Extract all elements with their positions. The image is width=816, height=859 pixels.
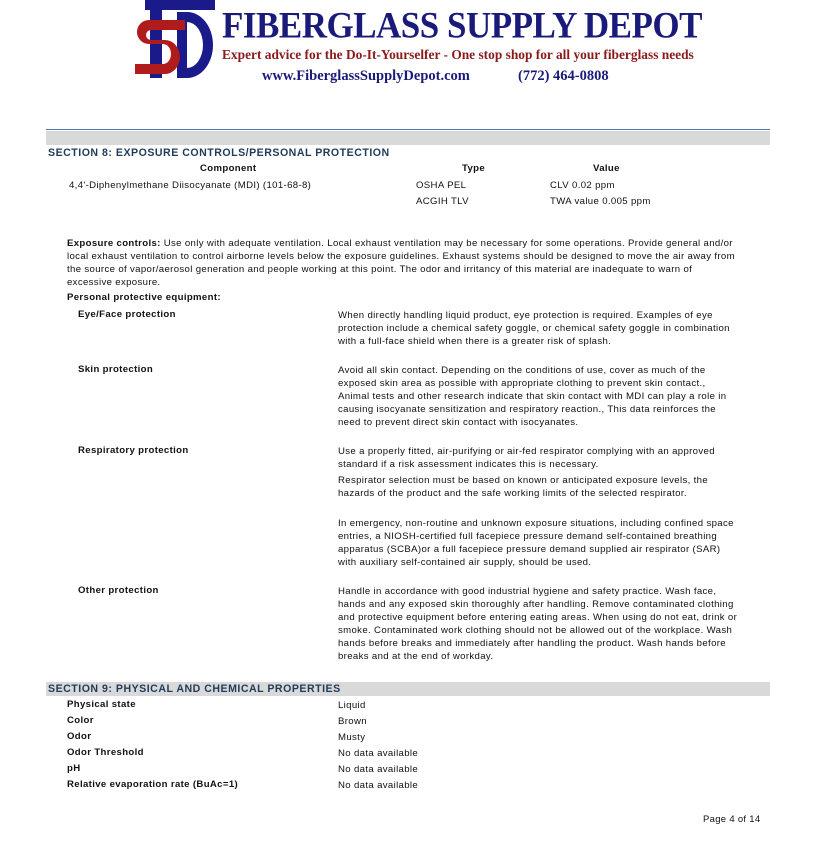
ppe-label-respiratory: Respiratory protection [78,445,189,456]
ppe-value-other: Handle in accordance with good industrial hygiene and safety practice. Wash face, hands and any exposed skin thoroughly after handling. Remove contaminated clothing and protective equipment before entering eating areas. When using do not eat, drink or smoke. Contaminated work clothing should not be allowed out of the workplace. Wash hands before breaks and immediately after handling the product. Wash hands before breaks and at the end of workday. [338,586,738,662]
table-cell-component: 4,4'-Diphenylmethane Diisocyanate (MDI) (101-68-8) [69,180,312,191]
prop-value: No data available [338,764,419,775]
website-link[interactable]: www.FiberglassSupplyDepot.com [262,68,470,84]
prop-label: Physical state [67,699,136,710]
prop-label: Odor [67,731,92,742]
prop-label: Relative evaporation rate (BuAc=1) [67,779,239,790]
col-header-value: Value [593,163,620,174]
divider [46,129,770,130]
prop-value: Musty [338,732,366,743]
prop-value: Liquid [338,700,366,711]
ppe-value-respiratory: Respirator selection must be based on known or anticipated exposure levels, the hazards of the product and the safe working limits of the selected respirator. [338,475,709,499]
ppe-value-skin: Avoid all skin contact. Depending on the conditions of use, cover as much of the exposed skin area as possible with appropriate clothing to prevent skin contact., Animal tests and other research indicate that skin contact with MDI can play a role in causing isocyanate sensitization and respiratory reaction., This data reinforces the need to prevent direct skin contact with isocyanates. [338,365,727,428]
company-logo [135,0,215,80]
col-header-type: Type [462,163,486,174]
ppe-label-other: Other protection [78,585,159,596]
table-cell-value: CLV 0.02 ppm [550,180,615,191]
tagline: Expert advice for the Do-It-Yourselfer - One stop shop for all your fiberglass needs [222,47,694,62]
prop-value: No data available [338,780,419,791]
exposure-text: Use only with adequate ventilation. Local exhaust ventilation may be necessary for some operations. Provide general and/or local exhaust ventilation to control airborne levels below the exposure guidelines. Exhaust systems should be designed to move the air away from the source of vapor/aerosol generation and people working at this point. The odor and irritancy of this material are inadequate to warn of excessive exposure. [67,238,735,288]
prop-value: No data available [338,748,419,759]
col-header-component: Component [200,163,257,174]
brand-name: FIBERGLASS SUPPLY DEPOT [222,5,702,46]
prop-label: Color [67,715,94,726]
ppe-value-respiratory: In emergency, non-routine and unknown exposure situations, including confined space entries, a NIOSH-certified full facepiece pressure demand self-contained breathing apparatus (SCBA)or a full facepiece pressure demand supplied air respirator (SAR) with auxiliary self-contained air supply, should be used. [338,518,734,568]
phone-number: (772) 464-0808 [518,68,609,84]
page-number: Page 4 of 14 [703,814,761,825]
table-cell-value: TWA value 0.005 ppm [550,196,651,207]
table-cell-type: ACGIH TLV [416,196,469,207]
ppe-value-respiratory: Use a properly fitted, air-purifying or air-fed respirator complying with an approved standard if a risk assessment indicates this is necessary. [338,446,715,470]
table-cell-type: OSHA PEL [416,180,467,191]
exposure-label: Exposure controls: [67,238,161,249]
prop-label: pH [67,763,81,774]
exposure-controls [67,237,737,289]
section-bar [46,131,770,145]
ppe-label-eye: Eye/Face protection [78,309,176,320]
ppe-label-skin: Skin protection [78,364,154,375]
section8-title: SECTION 8: EXPOSURE CONTROLS/PERSONAL PROTECTION [48,147,390,159]
section9-title: SECTION 9: PHYSICAL AND CHEMICAL PROPERTIES [48,683,341,695]
prop-label: Odor Threshold [67,747,144,758]
prop-value: Brown [338,716,367,727]
ppe-value-eye: When directly handling liquid product, eye protection is required. Examples of eye protection include a chemical safety goggle, or chemical safety goggle in combination with a full-face shield when there is a greater risk of splash. [338,310,730,347]
ppe-label: Personal protective equipment: [67,292,221,303]
